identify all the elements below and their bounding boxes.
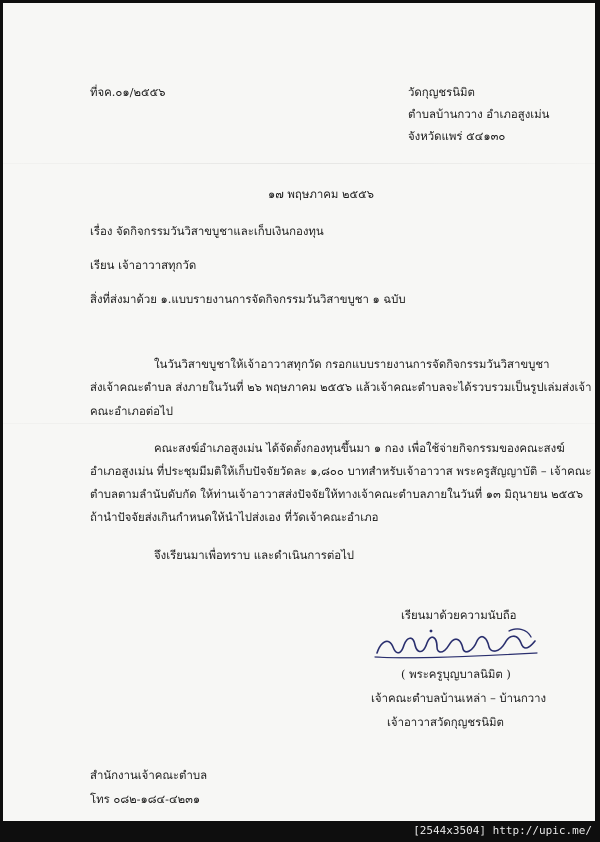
- letter-subject: เรื่อง จัดกิจกรรมวันวิสาขบูชาและเก็บเงินกองทุน: [90, 224, 324, 238]
- signer-name: ( พระครูบุญบาลนิมิต ): [401, 667, 511, 681]
- letter-enclosure: สิ่งที่ส่งมาด้วย ๑.แบบรายงานการจัดกิจกรรมวันวิสาขบูชา ๑ ฉบับ: [90, 292, 406, 306]
- office-name: สำนักงานเจ้าคณะตำบล: [90, 768, 208, 782]
- closing-line: จึงเรียนมาเพื่อทราบ และดำเนินการต่อไป: [154, 548, 355, 562]
- signer-title-line2: เจ้าอาวาสวัดกุญชรนิมิต: [387, 715, 504, 729]
- host-watermark: [2544x3504] http://upic.me/: [413, 824, 592, 837]
- letter-salutation: เรียน เจ้าอาวาสทุกวัด: [90, 258, 197, 272]
- paragraph1-line: ในวันวิสาขบูชาให้เจ้าอาวาสทุกวัด กรอกแบบรายงานการจัดกิจกรรมวันวิสาขบูชา: [154, 357, 550, 371]
- paragraph2-line: ตำบลตามลำนับดับกัด ให้ท่านเจ้าอาวาสส่งปัจจัยให้ทางเจ้าคณะตำบลภายในวันที่ ๑๓ มิถุนายน ๒๕๕๖: [90, 487, 584, 501]
- paper-fold-line: [3, 163, 595, 164]
- reference-number: ที่จค.๐๑/๒๕๕๖: [90, 85, 166, 99]
- paragraph2-line: อำเภอสูงเม่น ที่ประชุมมีมติให้เก็บปัจจัยวัดละ ๑,๘๐๐ บาทสำหรับเจ้าอาวาส พระครูสัญญาบัติ – เจ้าคณะ: [90, 464, 592, 478]
- paragraph1-line: ส่งเจ้าคณะตำบล ส่งภายในวันที่ ๒๖ พฤษภาคม ๒๕๕๖ แล้วเจ้าคณะตำบลจะได้รวบรวมเป็นรูปเล่มส่งเจ้า: [90, 380, 592, 394]
- paragraph1-line: คณะอำเภอต่อไป: [90, 404, 173, 418]
- letter-date: ๑๗ พฤษภาคม ๒๕๕๖: [268, 187, 374, 201]
- paragraph2-line: คณะสงฆ์อำเภอสูงเม่น ได้จัดตั้งกองทุนขึ้นมา ๑ กอง เพื่อใช้จ่ายกิจกรรมของคณะสงฆ์: [154, 441, 565, 455]
- paper-fold-line: [3, 423, 595, 424]
- complimentary-close: เรียนมาด้วยความนับถือ: [401, 608, 517, 622]
- sender-address-line2: ตำบลบ้านกวาง อำเภอสูงเม่น: [408, 107, 550, 121]
- letter-page: [3, 3, 595, 821]
- handwritten-signature: [371, 623, 541, 663]
- sender-address-line3: จังหวัดแพร่ ๕๔๑๓๐: [408, 129, 506, 143]
- signer-title-line1: เจ้าคณะตำบลบ้านเหล่า – บ้านกวาง: [371, 691, 547, 705]
- office-phone: โทร ๐๘๒-๑๘๔-๔๒๓๑: [90, 792, 201, 806]
- sender-address-line1: วัดกุญชรนิมิต: [408, 85, 475, 99]
- paragraph2-line: ถ้านำปัจจัยส่งเกินกำหนดให้นำไปส่งเอง ที่วัดเจ้าคณะอำเภอ: [90, 510, 379, 524]
